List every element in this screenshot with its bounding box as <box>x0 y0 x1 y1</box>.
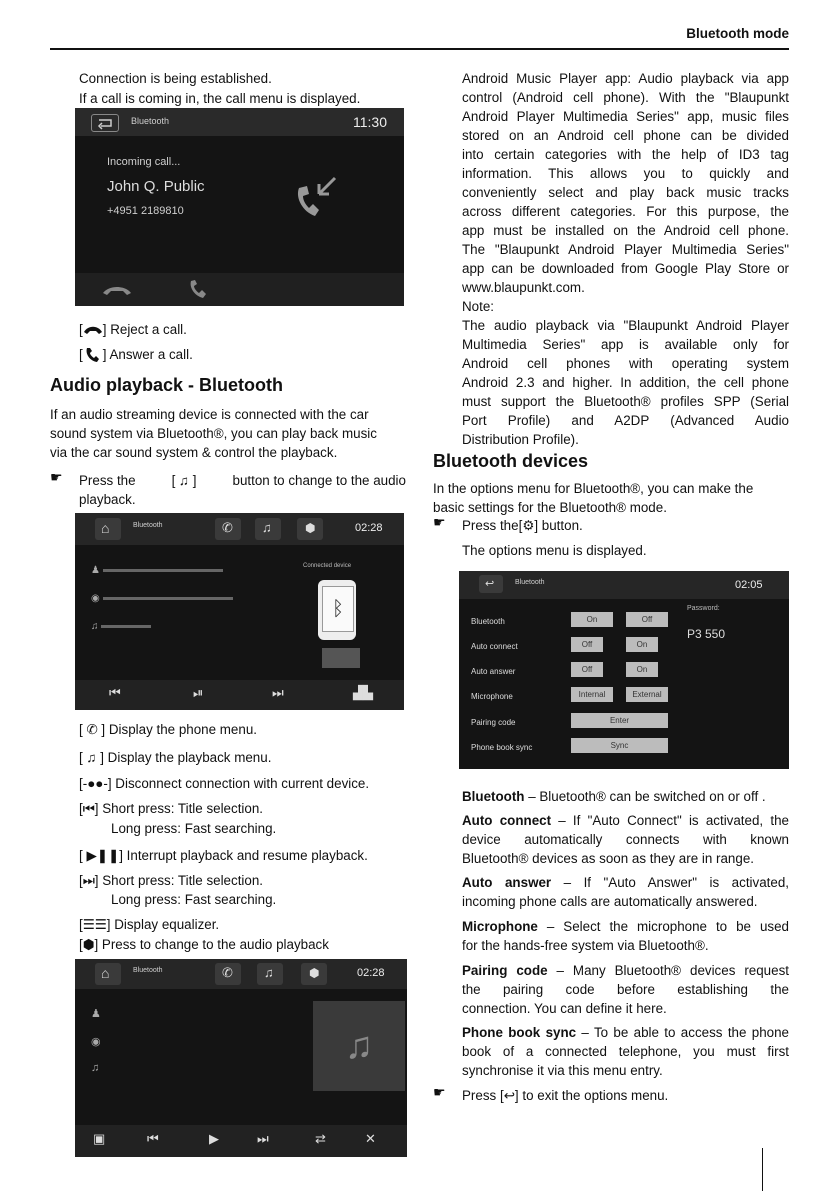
opt-mic-internal[interactable]: Internal <box>571 687 613 702</box>
caller-number: +4951 2189810 <box>107 205 184 217</box>
bullet-hand-icon: ☛ <box>433 1084 446 1100</box>
home-button[interactable] <box>95 518 121 540</box>
audio-para-3: via the car sound system & control the playback. <box>50 445 338 460</box>
android-icon: ⬢ <box>82 937 95 952</box>
header-rule <box>50 48 789 50</box>
press-music-line: Press the [ ♫ ] button to change to the audio <box>79 473 406 488</box>
opt-row-bluetooth: Bluetooth <box>471 617 505 626</box>
reject-text: Reject a call. <box>110 322 187 337</box>
repeat-button[interactable]: ⇄ <box>315 1131 326 1146</box>
pin-value: P3 550 <box>687 627 726 641</box>
player2-clock: 02:28 <box>357 967 385 979</box>
music-note-icon: ♫ <box>262 520 272 535</box>
legend-phone: [ ✆ ] Display the phone menu. <box>79 722 257 737</box>
legend-android: [⬢] Press to change to the audio playback <box>79 937 329 952</box>
exit-line: Press [↩] to exit the options menu. <box>462 1088 669 1103</box>
def-phone-book-sync: Phone book sync – To be able to access the phone book of a connected telephone, you must first synchronise it via this menu entry. <box>462 1025 789 1078</box>
legend-disconnect: [-●●-] Disconnect connection with current device. <box>79 776 370 791</box>
opt-autoanswer-on[interactable]: On <box>626 662 658 677</box>
opt-phonebook-sync[interactable]: Sync <box>571 738 668 753</box>
devices-para-1: In the options menu for Bluetooth®, you can make the <box>433 481 754 496</box>
disconnect-button[interactable] <box>322 648 360 668</box>
legend-next: [⏭] Short press: Title selection. <box>79 873 264 888</box>
player2-label: Bluetooth <box>133 967 163 974</box>
gear-icon: ⚙ <box>522 518 535 533</box>
back-arrow-icon <box>92 115 118 131</box>
intro-line-2: If a call is coming in, the call menu is displayed. <box>79 91 361 106</box>
music-menu-button[interactable] <box>255 518 281 540</box>
incoming-call-icon <box>289 170 345 226</box>
prev-button[interactable]: ⏮ <box>147 1131 159 1146</box>
play-pause-button[interactable]: ⏯ <box>193 685 204 700</box>
audio-playback-heading: Audio playback - Bluetooth <box>50 375 284 395</box>
audio-para-2: sound system via Bluetooth®, you can play back music <box>50 426 377 441</box>
options-displayed: The options menu is displayed. <box>462 543 647 558</box>
album-icon: ◉ <box>91 1036 101 1048</box>
phone-icon: ✆ <box>86 722 98 737</box>
home-button[interactable] <box>95 963 121 985</box>
press-gear-line: Press the[⚙] button. <box>462 518 583 533</box>
options-screen <box>459 571 789 769</box>
opt-bluetooth-off[interactable]: Off <box>626 612 668 627</box>
opt-row-auto-answer: Auto answer <box>471 667 516 676</box>
music-note-icon: ♫ <box>179 473 190 488</box>
track-album-row: ◉ <box>91 593 233 604</box>
legend-prev-2: Long press: Fast searching. <box>111 821 277 836</box>
phone-icon <box>83 347 103 363</box>
device-label: Connected device <box>303 563 352 569</box>
android-player-screen <box>75 959 407 1157</box>
legend-prev: [⏮] Short press: Title selection. <box>79 801 264 816</box>
disconnect-icon: -●●- <box>82 776 108 791</box>
opt-autoanswer-off[interactable]: Off <box>571 662 603 677</box>
phone-icon: ✆ <box>222 965 233 980</box>
library-button[interactable]: ▣ <box>93 1131 106 1146</box>
opt-row-phonebook-sync: Phone book sync <box>471 743 533 752</box>
album-art: ♫ <box>313 1001 405 1091</box>
play-button[interactable]: ▶ <box>209 1131 219 1146</box>
opt-row-auto-connect: Auto connect <box>471 642 518 651</box>
hang-up-icon <box>83 324 103 336</box>
back-button[interactable] <box>479 575 503 593</box>
footer-vertical-rule <box>762 1148 763 1191</box>
call-screen <box>75 108 404 306</box>
clock: 11:30 <box>353 114 387 130</box>
android-icon: ⬢ <box>305 521 316 535</box>
legend-eq: [☰☰] Display equalizer. <box>79 917 220 932</box>
audio-para-1: If an audio streaming device is connected with the car <box>50 407 369 422</box>
title-icon: ♫ <box>91 1062 100 1074</box>
opt-autoconnect-off[interactable]: Off <box>571 637 603 652</box>
options-clock: 02:05 <box>735 579 763 591</box>
opt-row-microphone: Microphone <box>471 692 513 701</box>
answer-text: Answer a call. <box>109 347 193 362</box>
prev-button[interactable]: ⏮ <box>109 685 121 700</box>
play-pause-icon: ▶❚❚ <box>86 848 120 863</box>
phone-menu-button[interactable] <box>215 963 241 985</box>
track-artist-row: ♟ <box>91 565 223 576</box>
bluetooth-devices-heading: Bluetooth devices <box>433 451 589 471</box>
android-icon: ⬢ <box>309 966 320 980</box>
android-para: Android Music Player app: Audio playback via app control (Android cell phone). With the "Blaupunkt Android Player Multimedia Series" app, music files stored on an Android cell phone can be divided into certain categories with the help of ID3 tag information. This allows you to quickly and conveniently select and play back music tracks across different categories. For this purpose, the app must be installed on the Android cell phone. The "Blaupunkt Android Player Multimedia Series" app can be downloaded from Google Play Store or www.blaupunkt.com. Note: The audio playback via "Blaupunkt Android Player Multimedia Series" app is available only for Android cell phones with operating system Android 2.3 and higher. In addition, the cell phone must support the Bluetooth® profiles SPP (Serial Port Profile) and A2DP (Advanced Audio Distribution Profile). <box>462 71 789 447</box>
android-button[interactable] <box>297 518 323 540</box>
press-music-line-2: playback. <box>79 492 136 507</box>
phone-bluetooth-graphic: ᛒ <box>318 580 356 640</box>
def-auto-answer: Auto answer – If "Auto Answer" is activated, incoming phone calls are automatically answered. <box>462 875 789 909</box>
def-microphone: Microphone – Select the microphone to be used for the hands-free system via Bluetooth®. <box>462 919 789 953</box>
reject-call-button-icon[interactable] <box>101 283 133 297</box>
page-header-title: Bluetooth mode <box>686 26 789 41</box>
next-button[interactable]: ⏭ <box>257 1131 269 1146</box>
note-label: Note: <box>462 299 495 314</box>
def-bluetooth: Bluetooth – Bluetooth® can be switched on or off . <box>462 789 766 804</box>
devices-para-2: basic settings for the Bluetooth® mode. <box>433 500 667 515</box>
opt-mic-external[interactable]: External <box>626 687 668 702</box>
opt-pairing-enter[interactable]: Enter <box>571 713 668 728</box>
bullet-hand-icon: ☛ <box>50 469 63 485</box>
pin-label: Password: <box>687 605 720 612</box>
previous-icon: ⏮ <box>82 801 95 816</box>
player2-control-bar <box>75 1125 407 1157</box>
screen-label: Bluetooth <box>131 116 170 126</box>
track-title-row: ♫ <box>91 621 151 632</box>
def-pairing-code: Pairing code – Many Bluetooth® devices request the pairing code before establishing the connection. You can define it here. <box>462 963 789 1016</box>
back-button[interactable] <box>91 114 119 132</box>
legend-play: [ ▶❚❚] Interrupt playback and resume playback. <box>79 848 368 863</box>
opt-autoconnect-on[interactable]: On <box>626 637 658 652</box>
home-icon: ⌂ <box>101 965 110 981</box>
next-button[interactable]: ⏭ <box>272 685 284 700</box>
legend-music: [ ♫ ] Display the playback menu. <box>79 750 272 765</box>
legend-answer: [ ] Answer a call. <box>79 347 193 362</box>
answer-call-button-icon[interactable] <box>187 278 211 300</box>
music-note-icon: ♫ <box>264 965 274 980</box>
incoming-call-label: Incoming call... <box>107 156 181 168</box>
def-auto-connect: Auto connect – If "Auto Connect" is activated, the device automatically connects with known Bluetooth® devices as soon as they are in range. <box>462 813 789 866</box>
options-label: Bluetooth <box>515 579 545 586</box>
player-screen <box>75 513 404 710</box>
home-icon: ⌂ <box>101 520 110 536</box>
bullet-hand-icon: ☛ <box>433 514 446 530</box>
music-menu-button[interactable] <box>257 963 283 985</box>
legend-reject: [ ] Reject a call. <box>79 322 187 337</box>
back-arrow-icon: ↩ <box>485 578 495 590</box>
legend-next-2: Long press: Fast searching. <box>111 892 277 907</box>
phone-icon: ✆ <box>222 520 233 535</box>
phone-menu-button[interactable] <box>215 518 241 540</box>
opt-row-pairing-code: Pairing code <box>471 718 516 727</box>
intro-line-1: Connection is being established. <box>79 71 272 86</box>
opt-bluetooth-on[interactable]: On <box>571 612 613 627</box>
player-label: Bluetooth <box>133 522 163 529</box>
back-arrow-icon: ↩ <box>503 1088 515 1103</box>
player-clock: 02:28 <box>355 522 383 534</box>
equalizer-button[interactable]: ▟▙ <box>353 685 373 700</box>
android-button[interactable] <box>301 963 327 985</box>
music-note-icon: ♫ <box>86 750 97 765</box>
shuffle-button[interactable]: ✕ <box>365 1131 376 1146</box>
equalizer-icon: ☰☰ <box>82 917 107 932</box>
next-icon: ⏭ <box>82 873 95 888</box>
artist-icon: ♟ <box>91 1008 101 1020</box>
caller-name: John Q. Public <box>107 178 205 195</box>
